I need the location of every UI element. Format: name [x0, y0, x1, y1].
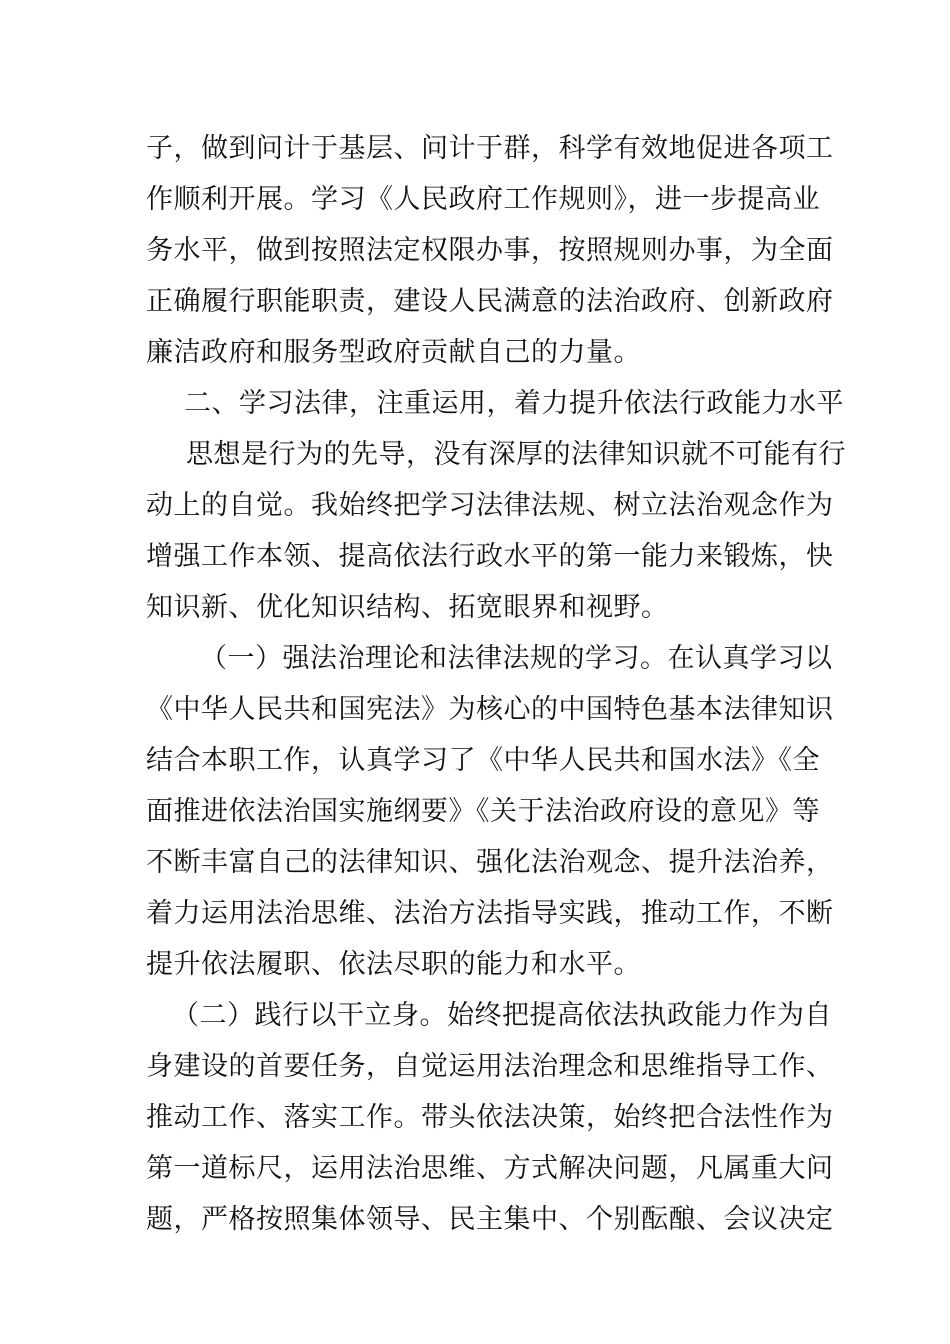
- text-line: 不断丰富自己的法律知识、强化法治观念、提升法治养，: [146, 847, 834, 878]
- text-line: 题，严格按照集体领导、民主集中、个别酝酿、会议决定: [146, 1204, 834, 1235]
- text-line: 身建设的首要任务，自觉运用法治理念和思维指导工作、: [146, 1051, 834, 1082]
- text-line: 作顺利开展。学习《人民政府工作规则》，进一步提高业: [146, 184, 820, 215]
- text-line: 动上的自觉。我始终把学习法律法规、树立法治观念作为: [146, 490, 834, 521]
- text-line: 《中华人民共和国宪法》为核心的中国特色基本法律知识: [146, 694, 834, 725]
- text-line: 第一道标尺，运用法治思维、方式解决问题，凡属重大问: [146, 1153, 834, 1184]
- text-line: 着力运用法治思维、法治方法指导实践，推动工作，不断: [146, 898, 834, 929]
- text-line: 增强工作本领、提高依法行政水平的第一能力来锻炼，快: [146, 541, 834, 572]
- text-line: 提升依法履职、依法尽职的能力和水平。: [146, 949, 641, 980]
- text-line: 推动工作、落实工作。带头依法决策，始终把合法性作为: [146, 1102, 834, 1133]
- text-line: 面推进依法治国实施纲要》《关于法治政府设的意见》等: [146, 796, 820, 827]
- text-line: 廉洁政府和服务型政府贡献自己的力量。: [146, 337, 641, 368]
- text-line: 子，做到问计于基层、问计于群，科学有效地促进各项工: [146, 133, 834, 164]
- text-line: （二）践行以干立身。始终把提高依法执政能力作为自: [172, 1000, 832, 1031]
- section-heading: 二、学习法律，注重运用，着力提升依法行政能力水平: [184, 388, 844, 419]
- text-line: 务水平，做到按照法定权限办事，按照规则办事，为全面: [146, 235, 834, 266]
- text-line: （一）强法治理论和法律法规的学习。在认真学习以: [200, 643, 833, 674]
- text-line: 知识新、优化知识结构、拓宽眼界和视野。: [146, 592, 669, 623]
- text-line: 思想是行为的先导，没有深厚的法律知识就不可能有行: [186, 439, 846, 470]
- text-line: 正确履行职能职责，建设人民满意的法治政府、创新政府: [146, 286, 834, 317]
- text-line: 结合本职工作，认真学习了《中华人民共和国水法》《全: [146, 745, 820, 776]
